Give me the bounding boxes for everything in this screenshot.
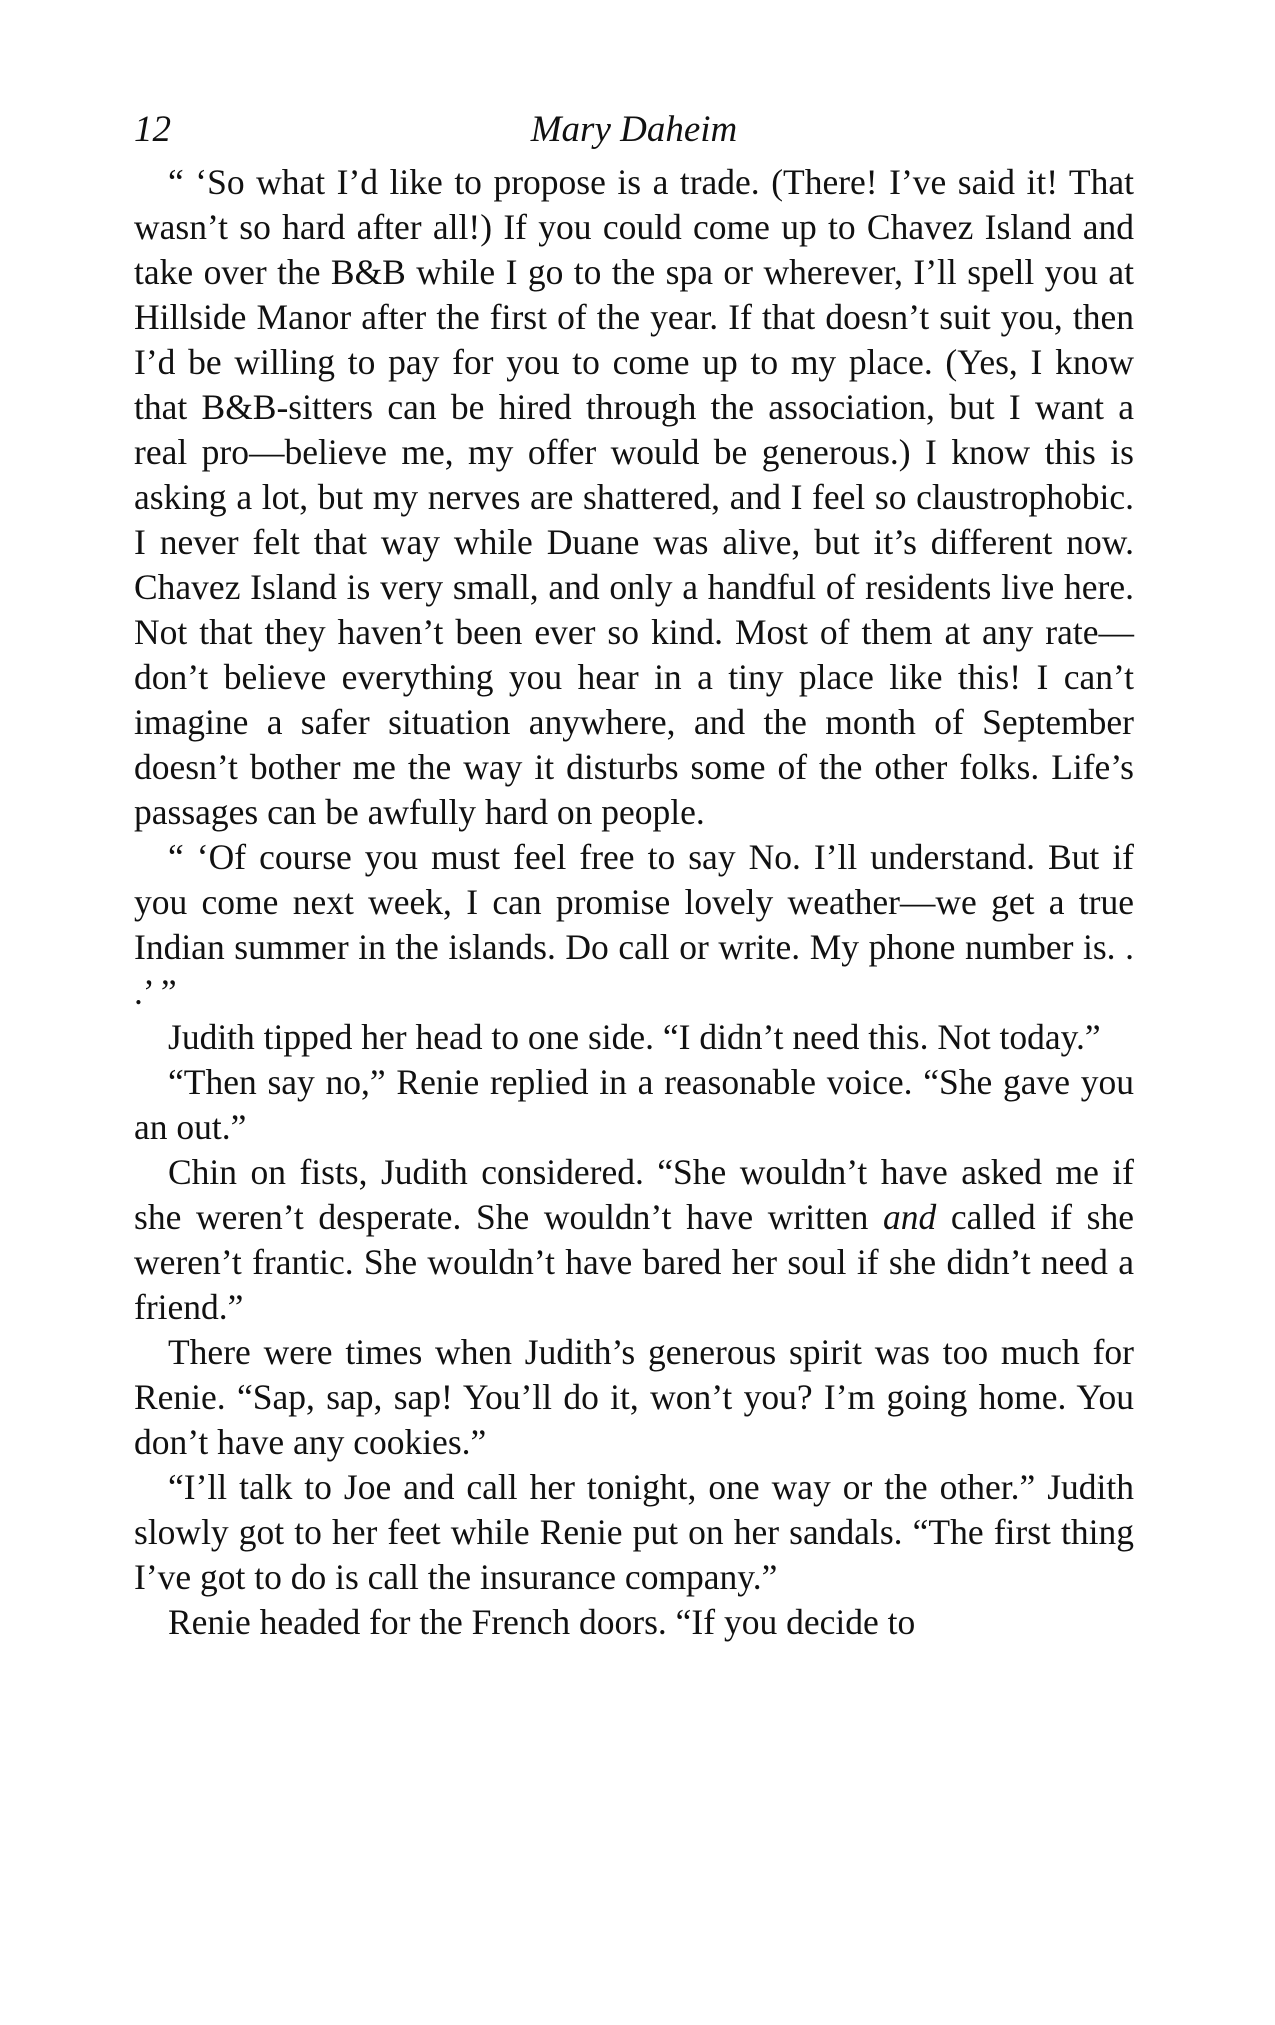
paragraph-5 [134,1150,1134,1330]
page-number: 12 [134,109,171,150]
body-text [134,160,1134,1645]
running-head [134,104,1134,156]
paragraph-8: Renie headed for the French doors. “If you decide to [168,1602,916,1642]
paragraph-6: There were times when Judith’s generous spirit was too much for Renie. “Sap, sap, sap! You’ll do it, won’t you? I’m going home. You don’t have any cookies.” [134,1332,1134,1462]
paragraph-2: “ ‘Of course you must feel free to say No. I’ll understand. But if you come next week, I can promise lovely weather—we get a true Indian summer in the islands. Do call or write. My phone number is. . .’ ” [134,837,1134,1012]
paragraph-5-text-after: called if she weren’t frantic. She wouldn’t have bared her soul if she didn’t need a friend.” [134,1197,1134,1327]
paragraph-7: “I’ll talk to Joe and call her tonight, one way or the other.” Judith slowly got to her feet while Renie put on her sandals. “The first thing I’ve got to do is call the insurance company.” [134,1467,1134,1597]
paragraph-4: “Then say no,” Renie replied in a reasonable voice. “She gave you an out.” [134,1062,1134,1147]
paragraph-1: “ ‘So what I’d like to propose is a trade. (There! I’ve said it! That wasn’t so hard after all!) If you could come up to Chavez Island and take over the B&B while I go to the spa or wherever, I’ll spell you at Hillside Manor after the first of the year. If that doesn’t suit you, then I’d be willing to pay for you to come up to my place. (Yes, I know that B&B-sitters can be hired through the association, but I want a real pro—believe me, my offer would be generous.) I know this is asking a lot, but my nerves are shattered, and I feel so claustrophobic. I never felt that way while Duane was alive, but it’s different now. Chavez Island is very small, and only a handful of residents live here. Not that they haven’t been ever so kind. Most of them at any rate—don’t believe everything you hear in a tiny place like this! I can’t imagine a safer situation anywhere, and the month of September doesn’t bother me the way it disturbs some of the other folks. Life’s passages can be awfully hard on people. [134,162,1134,832]
book-page [134,104,1134,1645]
paragraph-5-text-before: Chin on fists, Judith considered. “She wouldn’t have asked me if she weren’t desperate. She wouldn’t have written [134,1152,1134,1237]
running-head-author: Mary Daheim [530,109,738,150]
paragraph-5-emphasis: and [883,1197,937,1237]
paragraph-3: Judith tipped her head to one side. “I didn’t need this. Not today.” [168,1017,1101,1057]
